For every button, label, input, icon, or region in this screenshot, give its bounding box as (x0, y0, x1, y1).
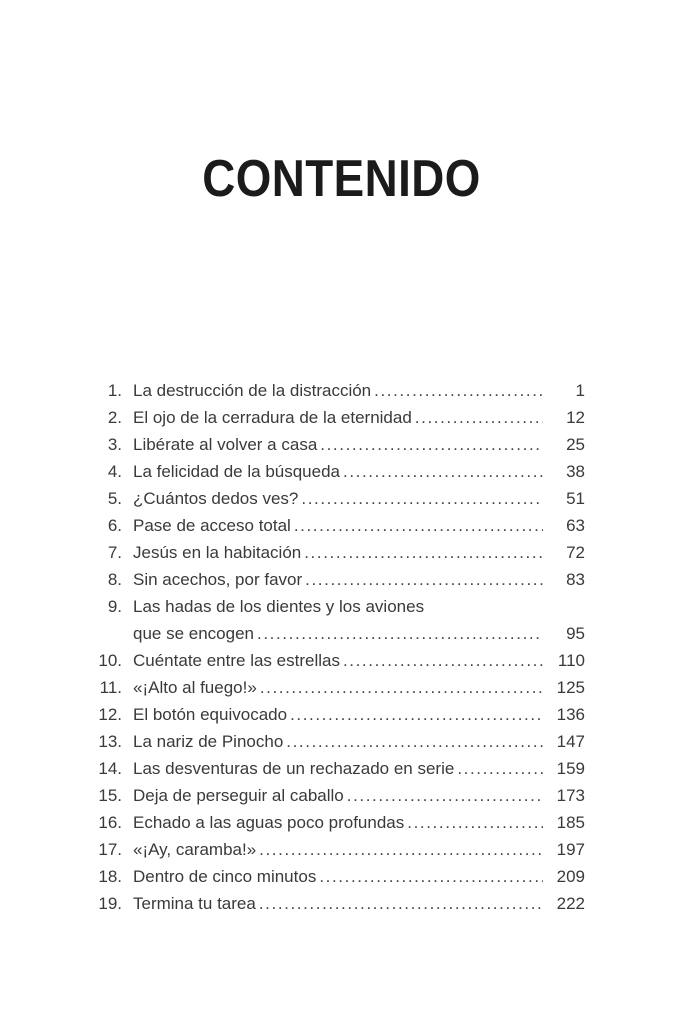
toc-entry (95, 809, 585, 836)
toc-entry (95, 566, 585, 593)
toc-entry-number: 19. (98, 894, 122, 913)
toc-entry-body (133, 485, 585, 512)
toc-entry-line (133, 782, 585, 809)
toc-leader-dots (304, 539, 543, 566)
toc-entry-body (133, 728, 585, 755)
toc-leader-dots (259, 836, 543, 863)
toc-entry-body (133, 431, 585, 458)
toc-entry-body (133, 836, 585, 863)
toc-entry-body (133, 377, 585, 404)
toc-entry-line (133, 863, 585, 890)
toc-entry-body (133, 566, 585, 593)
toc-entry-title-wrap: que se encogen (133, 624, 254, 643)
toc-entry-body (133, 674, 585, 701)
toc-entry-page: 173 (556, 786, 585, 805)
toc-leader-dots (374, 377, 543, 404)
toc-leader-dots (457, 755, 543, 782)
toc-leader-dots (415, 404, 543, 431)
toc-entry-line (133, 728, 585, 755)
toc-entry-title: Termina tu tarea (133, 894, 256, 913)
toc-entry-title: Deja de perseguir al caballo (133, 786, 344, 805)
toc-entry (95, 755, 585, 782)
toc-entry (95, 890, 585, 917)
toc-entry (95, 593, 585, 647)
toc-entry-line (133, 566, 585, 593)
toc-leader-dots (294, 512, 543, 539)
toc-leader-dots (260, 674, 543, 701)
toc-entry-line (133, 836, 585, 863)
toc-entry-page: 83 (566, 570, 585, 589)
toc-leader-dots (343, 647, 543, 674)
toc-entry-title: Libérate al volver a casa (133, 435, 318, 454)
toc-entry (95, 674, 585, 701)
toc-entry-line (133, 674, 585, 701)
toc-entry-page: 51 (566, 489, 585, 508)
toc-entry-body (133, 701, 585, 728)
toc-entry-page: 1 (575, 381, 585, 400)
toc-entry-line (133, 377, 585, 404)
toc-entry-number: 17. (98, 840, 122, 859)
toc-entry-title: Pase de acceso total (133, 516, 291, 535)
toc-entry-page: 222 (556, 894, 585, 913)
toc-leader-dots (407, 809, 543, 836)
toc-entry-body (133, 458, 585, 485)
toc-entry-line (133, 539, 585, 566)
toc-entry-title: Jesús en la habitación (133, 543, 302, 562)
toc-entry-title: «¡Alto al fuego!» (133, 678, 257, 697)
page-title: CONTENIDO (202, 150, 481, 208)
toc-entry-number: 2. (107, 408, 122, 427)
toc-entry-number: 10. (98, 651, 122, 670)
toc-entry-body (133, 782, 585, 809)
toc-entry (95, 458, 585, 485)
toc-entry-page: 197 (556, 840, 585, 859)
toc-entry-title: Cuéntate entre las estrellas (133, 651, 340, 670)
toc-entry-body (133, 404, 585, 431)
toc-entry-title: La nariz de Pinocho (133, 732, 284, 751)
toc-entry-number: 7. (107, 543, 122, 562)
toc-list (95, 377, 585, 917)
toc-entry-page: 110 (557, 651, 585, 670)
toc-entry-title: Echado a las aguas poco profundas (133, 813, 405, 832)
toc-entry-number: 14. (98, 759, 122, 778)
toc-entry-body (133, 809, 585, 836)
toc-entry (95, 701, 585, 728)
toc-entry-line (133, 809, 585, 836)
toc-leader-dots (319, 863, 543, 890)
toc-entry-number: 9. (107, 597, 122, 616)
toc-entry-number: 18. (98, 867, 122, 886)
toc-entry-title: Sin acechos, por favor (133, 570, 303, 589)
toc-entry-page: 38 (566, 462, 585, 481)
toc-entry-page: 72 (566, 543, 585, 562)
toc-entry-number: 8. (107, 570, 122, 589)
toc-entry (95, 836, 585, 863)
toc-entry-line-wrap (133, 620, 585, 647)
toc-entry-title: La destrucción de la distracción (133, 381, 372, 400)
toc-entry (95, 512, 585, 539)
toc-entry-line (133, 485, 585, 512)
toc-entry (95, 485, 585, 512)
toc-entry-page: 147 (556, 732, 585, 751)
toc-leader-dots (257, 620, 543, 647)
toc-entry-number: 15. (98, 786, 122, 805)
toc-entry-title: La felicidad de la búsqueda (133, 462, 340, 481)
toc-entry-line (133, 512, 585, 539)
toc-leader-dots (347, 782, 543, 809)
toc-entry-line (133, 404, 585, 431)
toc-entry-page: 95 (566, 624, 585, 643)
toc-leader-dots (301, 485, 543, 512)
toc-entry-page: 159 (556, 759, 585, 778)
toc-entry-line (133, 458, 585, 485)
toc-entry-title: Dentro de cinco minutos (133, 867, 317, 886)
toc-entry-body (133, 890, 585, 917)
toc-entry-number: 6. (107, 516, 122, 535)
toc-leader-dots (320, 431, 543, 458)
toc-entry-page: 209 (556, 867, 585, 886)
toc-entry-page: 185 (556, 813, 585, 832)
toc-entry-title: El ojo de la cerradura de la eternidad (133, 408, 412, 427)
toc-entry-title: ¿Cuántos dedos ves? (133, 489, 299, 508)
toc-leader-dots (286, 728, 543, 755)
toc-entry-line (133, 431, 585, 458)
toc-entry-line (133, 701, 585, 728)
toc-leader-dots (305, 566, 543, 593)
toc-entry-title: «¡Ay, caramba!» (133, 840, 257, 859)
toc-entry-number: 11. (99, 678, 122, 697)
toc-entry-number: 13. (98, 732, 122, 751)
toc-entry-number: 16. (98, 813, 122, 832)
toc-entry-body (133, 647, 585, 674)
toc-entry-body (133, 755, 585, 782)
toc-entry-title: Las hadas de los dientes y los aviones (133, 597, 425, 616)
toc-leader-dots (290, 701, 543, 728)
toc-entry (95, 782, 585, 809)
toc-leader-dots (259, 890, 543, 917)
toc-entry-line (133, 755, 585, 782)
toc-entry (95, 431, 585, 458)
toc-entry-line (133, 890, 585, 917)
toc-entry-page: 63 (566, 516, 585, 535)
toc-entry-number: 1. (107, 381, 122, 400)
toc-entry-body (133, 593, 585, 647)
toc-entry-body (133, 539, 585, 566)
toc-entry-body (133, 512, 585, 539)
toc-leader-dots (343, 458, 543, 485)
toc-entry-number: 4. (107, 462, 122, 481)
toc-entry-page: 125 (556, 678, 585, 697)
toc-entry (95, 863, 585, 890)
toc-entry-title: El botón equivocado (133, 705, 288, 724)
toc-entry (95, 377, 585, 404)
toc-entry (95, 647, 585, 674)
toc-entry-page: 12 (566, 408, 585, 427)
toc-entry (95, 404, 585, 431)
toc-entry-page: 136 (556, 705, 585, 724)
toc-entry-number: 12. (98, 705, 122, 724)
toc-entry-line (133, 593, 585, 620)
toc-entry-line (133, 647, 585, 674)
toc-entry-page: 25 (566, 435, 585, 454)
toc-entry-body (133, 863, 585, 890)
toc-entry (95, 539, 585, 566)
toc-entry (95, 728, 585, 755)
toc-entry-number: 3. (107, 435, 122, 454)
toc-entry-number: 5. (107, 489, 122, 508)
toc-entry-title: Las desventuras de un rechazado en serie (133, 759, 455, 778)
